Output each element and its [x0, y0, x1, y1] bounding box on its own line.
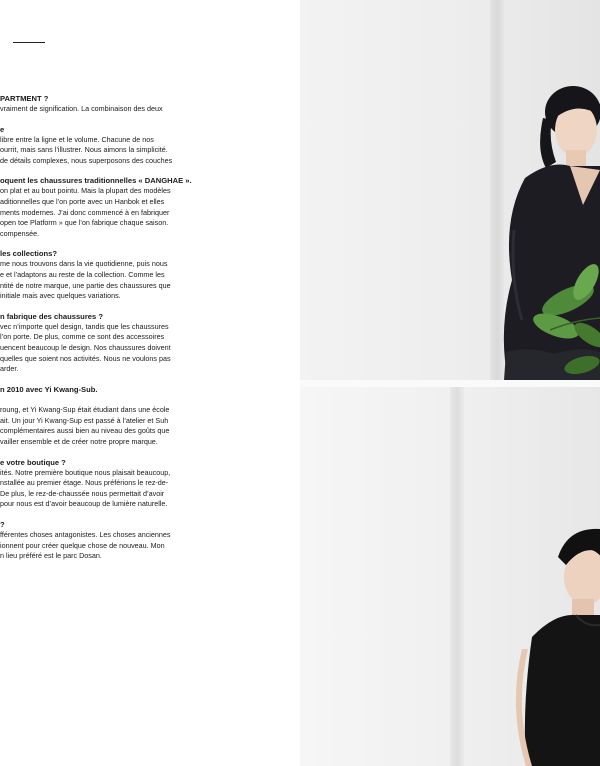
answer-line: pour nous est d’avoir beaucoup de lumière naturelle.: [0, 499, 168, 509]
answer-line: ait. Un jour Yi Kwang-Sup est passé à l’atelier et Suh: [0, 415, 169, 425]
article-section: [0, 384, 214, 448]
answer-line: De plus, le rez-de-chaussée nous permettait d’avoir: [0, 488, 165, 498]
section-answer: [0, 135, 214, 167]
section-question: e: [0, 124, 5, 134]
answer-line: vraiment de signification. La combinaison des deux: [0, 104, 163, 113]
header-rule: [13, 42, 45, 43]
article-section: [0, 311, 214, 375]
answer-line: uencent beaucoup le design. Nos chaussures doivent: [0, 342, 171, 352]
section-question: n 2010 avec Yi Kwang-Sub.: [0, 384, 98, 394]
answer-line: me nous trouvons dans la vie quotidienne, puis nous: [0, 259, 168, 269]
section-answer: [0, 322, 214, 375]
plant-leaves: [300, 0, 600, 380]
answer-line: ments modernes. J’ai donc commencé à en fabriquer: [0, 207, 170, 217]
article-section: [0, 248, 214, 301]
answer-line: initiale mais avec quelques variations.: [0, 291, 121, 301]
photo-top: [300, 0, 600, 380]
answer-line: [0, 395, 214, 406]
section-answer: [0, 186, 214, 239]
answer-line: ourrit, mais sans l’illustrer. Nous aimons la simplicité.: [0, 145, 168, 155]
answer-line: aditionnelles que l’on porte avec un Hanbok et elles: [0, 196, 165, 206]
man-figure: [300, 387, 600, 766]
answer-line: ionnent pour créer quelque chose de nouveau. Mon: [0, 540, 165, 550]
section-answer: [0, 530, 214, 562]
answer-line: vec n’importe quel design, tandis que les chaussures: [0, 321, 169, 331]
answer-line: l’on porte. De plus, comme ce sont des accessoires: [0, 332, 165, 342]
answer-line: e et l’adaptons au reste de la collection. Comme les: [0, 269, 165, 279]
photo-bottom: [300, 387, 600, 766]
article-section: [0, 124, 214, 167]
answer-line: quelles que soient nos activités. Nous ne voulons pas: [0, 353, 171, 363]
answer-line: de détails complexes, nous superposons des couches: [0, 155, 173, 165]
answer-line: compensée.: [0, 228, 40, 238]
article-section: [0, 457, 214, 510]
answer-line: n lieu préféré est le parc Dosan.: [0, 551, 102, 561]
answer-line: complémentaires aussi bien au niveau des goûts que: [0, 426, 170, 436]
section-answer: [0, 395, 214, 448]
article-column: [0, 93, 214, 571]
section-answer: [0, 259, 214, 301]
section-answer: [0, 104, 214, 115]
answer-line: roung, et Yi Kwang-Sup était étudiant dans une école: [0, 405, 170, 415]
section-question: ?: [0, 520, 5, 530]
section-question: oquent les chaussures traditionnelles « DANGHAE ».: [0, 176, 192, 186]
article-section: [0, 175, 214, 239]
answer-line: open toe Platform » que l’on fabrique chaque saison.: [0, 218, 169, 228]
answer-line: arder.: [0, 364, 19, 374]
section-answer: [0, 468, 214, 510]
answer-line: nstallée au premier étage. Nous préférions le rez-de-: [0, 478, 169, 488]
answer-line: ités. Notre première boutique nous plaisait beaucoup,: [0, 467, 171, 477]
section-question: e votre boutique ?: [0, 457, 66, 467]
section-question: les collections?: [0, 249, 57, 259]
section-question: n fabrique des chaussures ?: [0, 311, 103, 321]
answer-line: libre entre la ligne et le volume. Chacune de nos: [0, 134, 154, 144]
answer-line: fférentes choses antagonistes. Les choses anciennes: [0, 530, 171, 540]
answer-line: on plat et au bout pointu. Mais la plupart des modèles: [0, 186, 171, 196]
article-section: [0, 519, 214, 562]
article-section: [0, 93, 214, 115]
answer-line: ntité de notre marque, une partie des chaussures que: [0, 280, 171, 290]
section-question: PARTMENT ?: [0, 94, 49, 103]
answer-line: vailler ensemble et de créer notre propre marque.: [0, 437, 158, 447]
